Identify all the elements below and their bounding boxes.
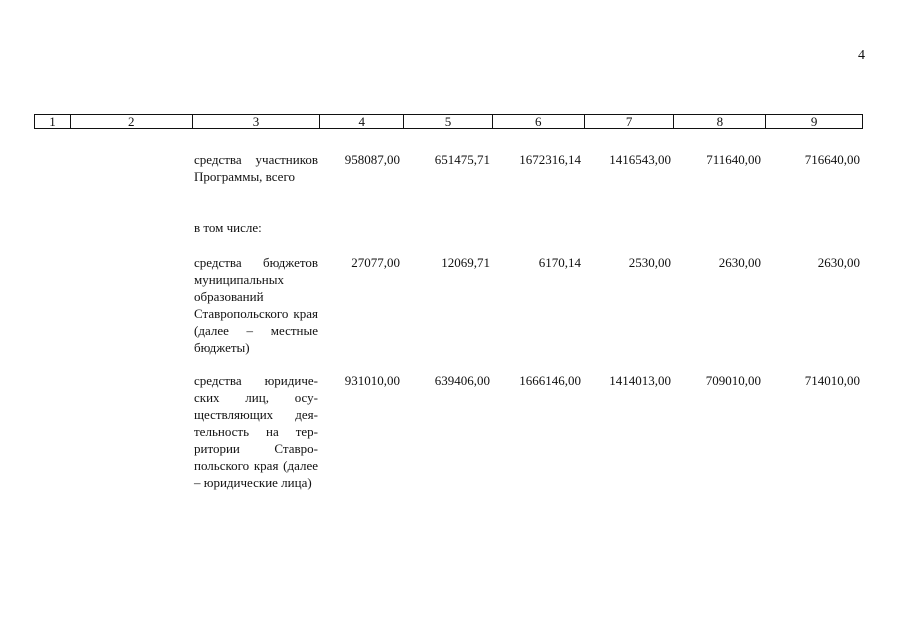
header-cell-2: 2 <box>71 115 193 128</box>
value-col-7: 1416543,00 <box>609 152 671 167</box>
value-col-9: 2630,00 <box>817 255 860 270</box>
header-cell-8: 8 <box>674 115 766 128</box>
page-number: 4 <box>858 48 865 63</box>
header-cell-7: 7 <box>585 115 675 128</box>
header-cell-6: 6 <box>493 115 585 128</box>
value-col-9: 714010,00 <box>804 373 860 388</box>
value-col-7: 1414013,00 <box>609 373 671 388</box>
row-label: средства участников Программы, всего <box>194 152 318 184</box>
header-cell-3: 3 <box>193 115 321 128</box>
header-cell-4: 4 <box>320 115 404 128</box>
row-label: средства бюджетов муниципальных образований Ставропольского края (далее – местные бюджеты) <box>194 255 318 355</box>
value-col-6: 1672316,14 <box>519 152 581 167</box>
header-cell-9: 9 <box>810 114 818 129</box>
value-col-5: 639406,00 <box>434 373 490 388</box>
value-col-7: 2530,00 <box>628 255 671 270</box>
value-col-6: 6170,14 <box>538 255 581 270</box>
value-col-8: 2630,00 <box>718 255 761 270</box>
row-label: в том числе: <box>194 220 262 235</box>
value-col-4: 27077,00 <box>351 255 400 270</box>
table-header-row <box>34 114 863 129</box>
value-col-5: 651475,71 <box>434 152 490 167</box>
value-col-9: 716640,00 <box>804 152 860 167</box>
value-col-4: 958087,00 <box>344 152 400 167</box>
value-col-6: 1666146,00 <box>519 373 581 388</box>
header-cell-1: 1 <box>35 115 71 128</box>
value-col-8: 709010,00 <box>705 373 761 388</box>
header-cell-5: 5 <box>404 115 493 128</box>
value-col-4: 931010,00 <box>344 373 400 388</box>
row-label: средства юридических лиц, осуществляющих деятельность на территории Ставропольского края (далее – юридические лица) <box>194 373 318 490</box>
value-col-5: 12069,71 <box>441 255 490 270</box>
value-col-8: 711640,00 <box>706 152 761 167</box>
